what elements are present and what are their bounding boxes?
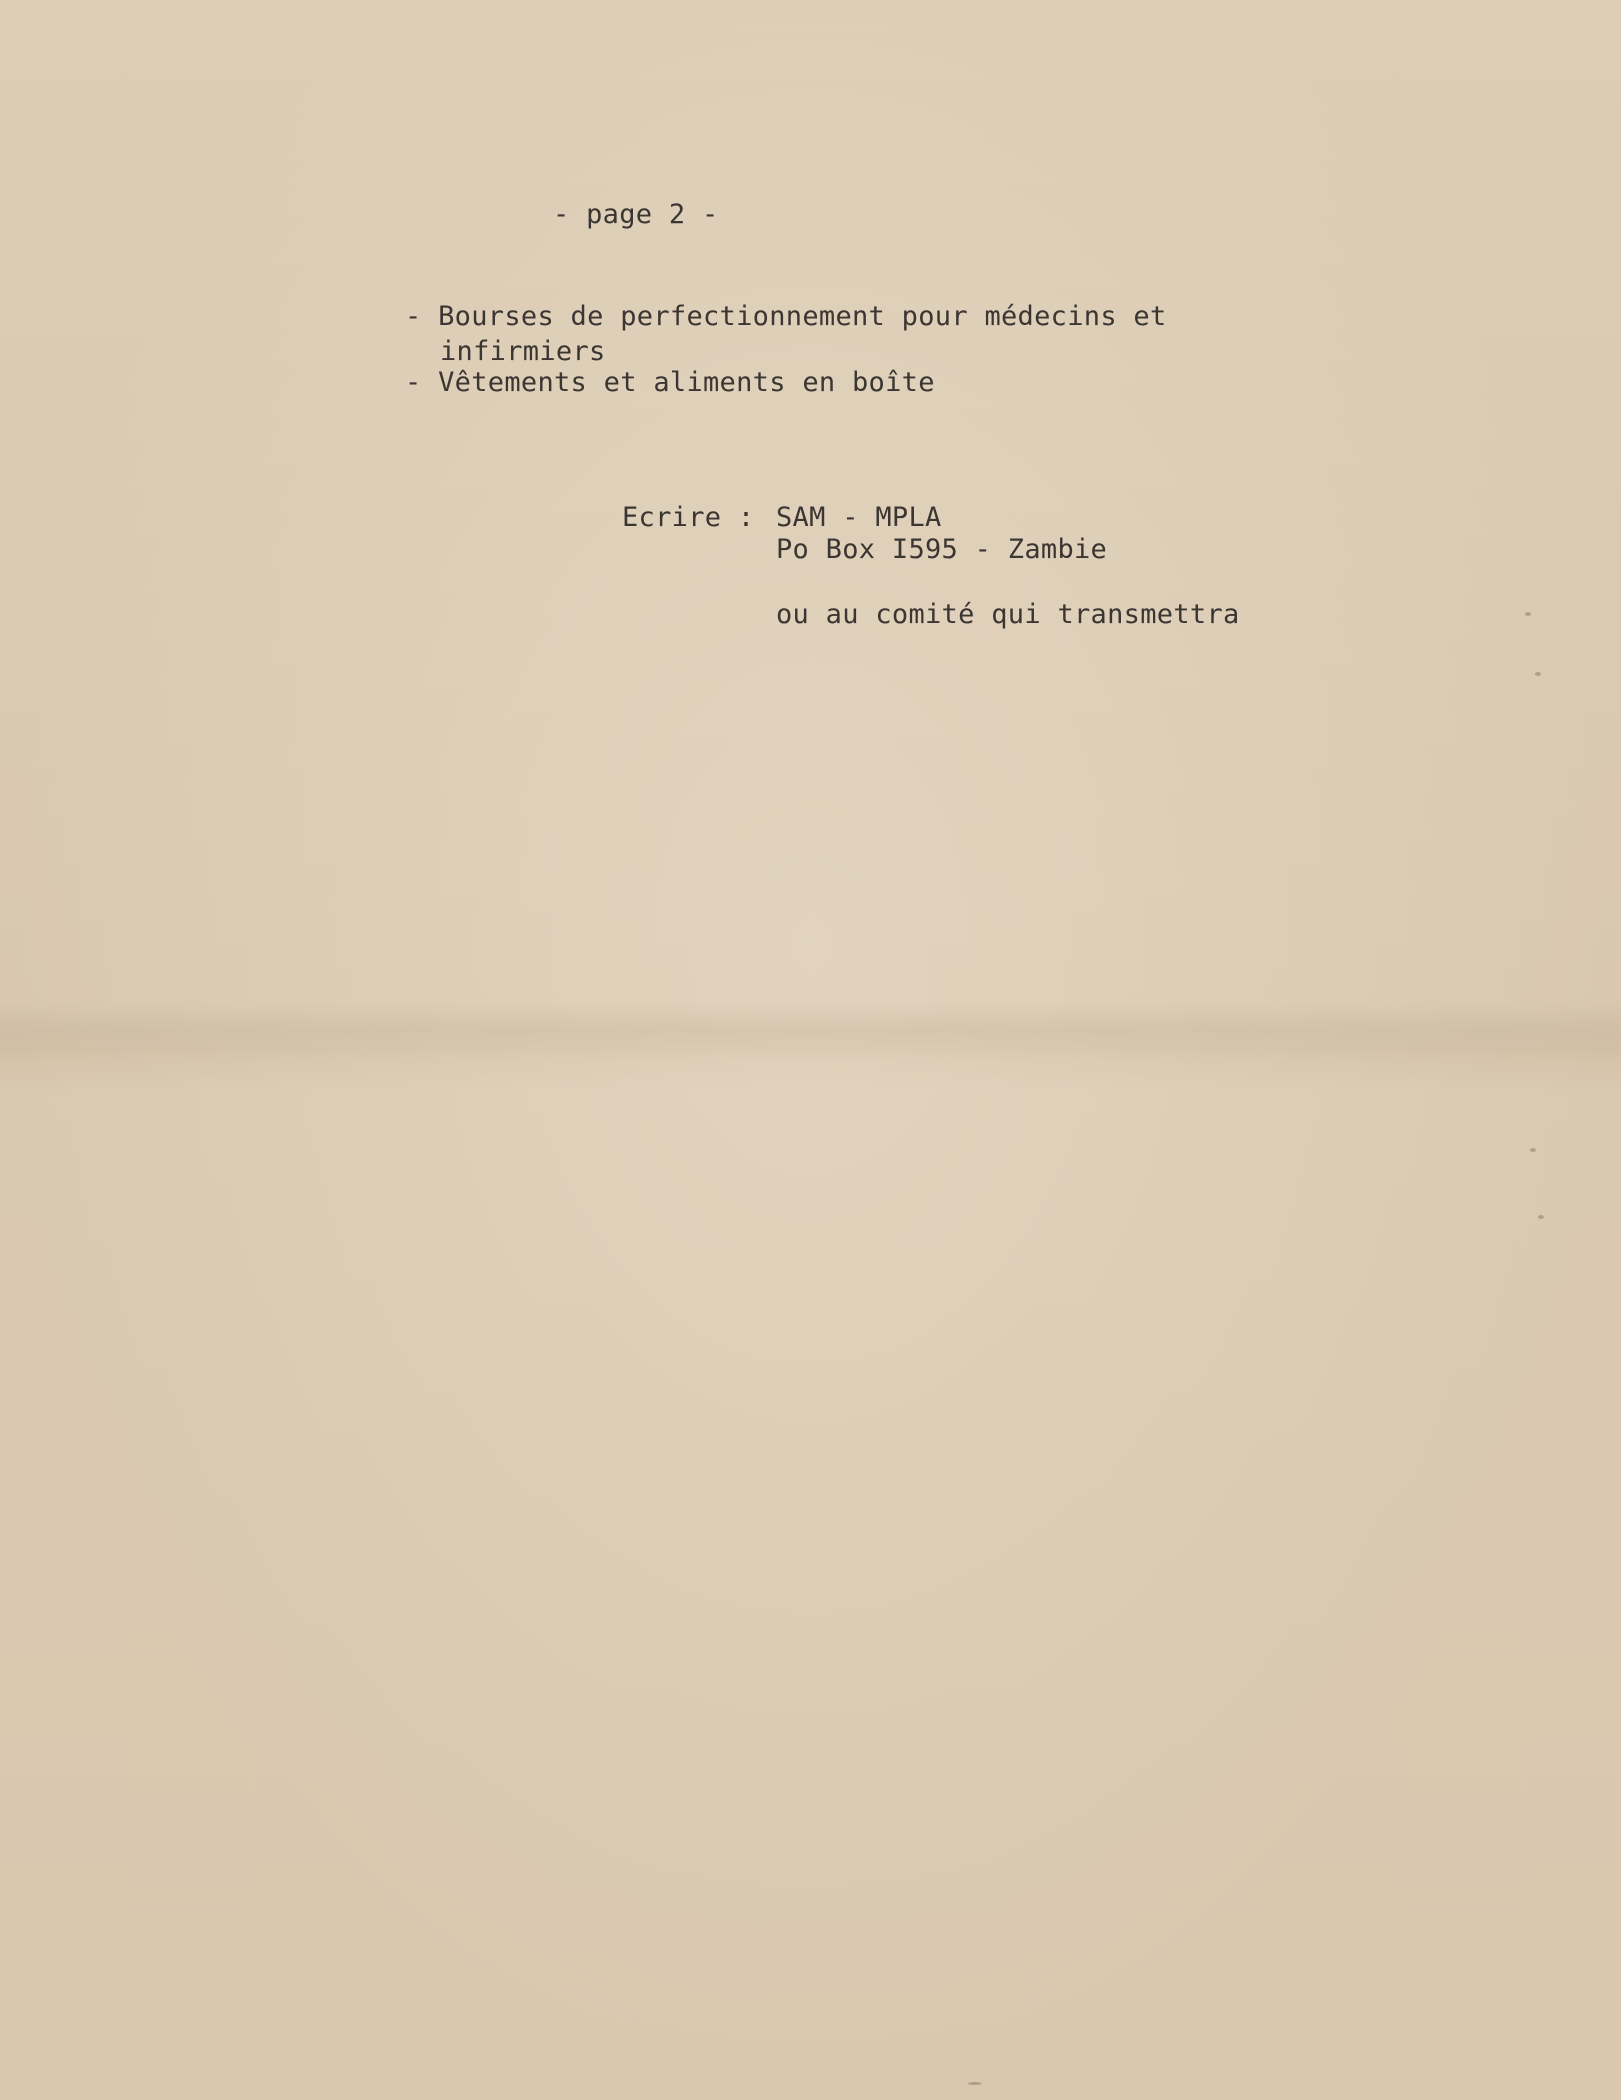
paper-speck [968,2082,982,2085]
list-item-1-line-2: infirmiers [440,336,606,367]
paper-speck [1525,612,1531,616]
page-number: - page 2 - [553,199,719,230]
contact-address: Po Box I595 - Zambie [776,534,1108,565]
paper-speck [1530,1148,1536,1152]
paper-fold [0,1000,1621,1060]
paper-speck [1535,672,1541,676]
contact-alternative: ou au comité qui transmettra [776,599,1240,630]
contact-organisation: SAM - MPLA [776,502,942,533]
paper-speck [1538,1215,1544,1219]
list-item-1-line-1: - Bourses de perfectionnement pour médecins et [405,301,1167,332]
contact-label: Ecrire : [622,502,755,533]
list-item-2: - Vêtements et aliments en boîte [405,367,935,398]
